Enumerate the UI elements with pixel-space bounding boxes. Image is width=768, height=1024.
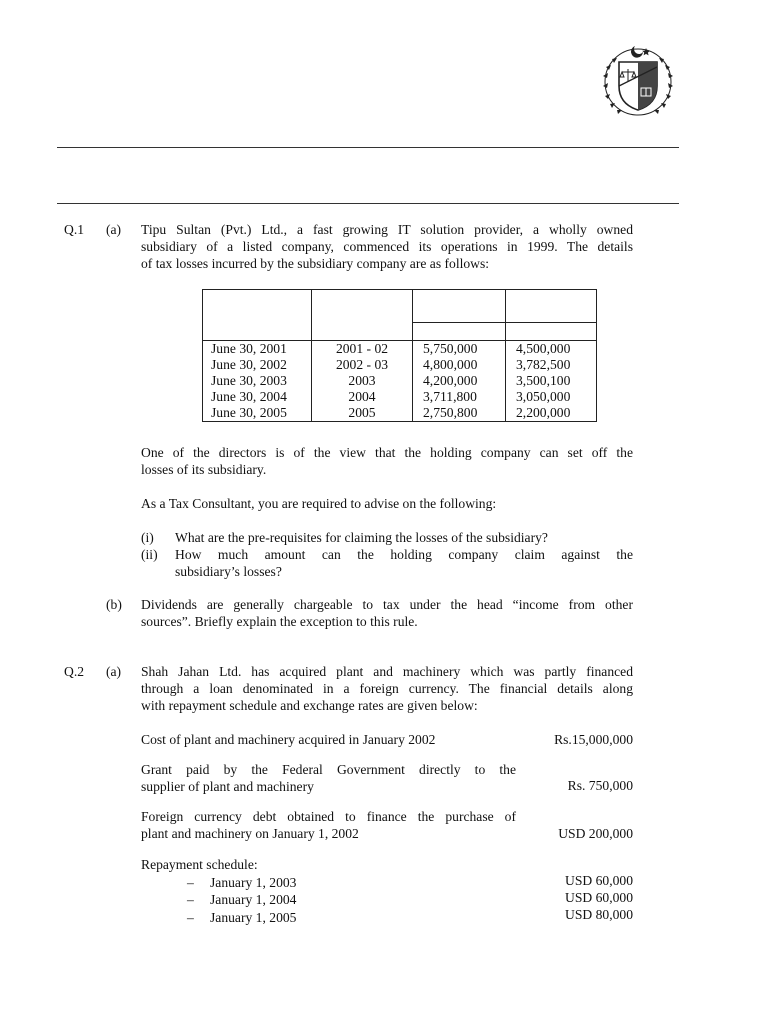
table-cell: 3,050,000 [506, 389, 597, 405]
repayment-amount: USD 80,000 [565, 907, 633, 922]
table-cell: 2003 [312, 373, 413, 389]
table-header-cell [413, 290, 506, 323]
table-header-cell [312, 290, 413, 341]
q2-debt-line: plant and machinery on January 1, 2002 [141, 826, 359, 841]
q2-repayment-heading: Repayment schedule: [141, 857, 258, 872]
table-cell: 5,750,000 [413, 341, 506, 358]
repayment-dash: – [187, 892, 194, 907]
q1-advise-line: As a Tax Consultant, you are required to advise on the following: [141, 496, 497, 511]
q2-cost-value: Rs.15,000,000 [554, 732, 633, 747]
q1-item-i-text: What are the pre-requisites for claiming the losses of the subsidiary? [175, 530, 548, 545]
repayment-date: January 1, 2004 [210, 892, 297, 907]
q2-intro-line: with repayment schedule and exchange rates are given below: [141, 698, 478, 713]
q1-directors-line: losses of its subsidiary. [141, 462, 267, 477]
header-rule-bottom [57, 203, 679, 204]
table-header-cell [506, 290, 597, 323]
q2-debt-value: USD 200,000 [558, 826, 633, 841]
header-rule-top [57, 147, 679, 148]
table-cell: 4,800,000 [413, 357, 506, 373]
table-cell: 3,500,100 [506, 373, 597, 389]
q2-part-a-label: (a) [106, 664, 122, 679]
q2-debt-line: Foreign currency debt obtained to finance the purchase of [141, 809, 516, 824]
table-cell: June 30, 2003 [203, 373, 312, 389]
q1-intro-line: subsidiary of a listed company, commenced its operations in 1999. The details [141, 239, 633, 254]
table-cell: 2005 [312, 405, 413, 422]
q2-number: Q.2 [64, 664, 85, 679]
repayment-date: January 1, 2005 [210, 910, 297, 925]
tax-losses-table [202, 289, 597, 422]
table-cell: June 30, 2004 [203, 389, 312, 405]
q1-item-ii-text: subsidiary’s losses? [175, 564, 282, 579]
q1-item-i-number: (i) [141, 530, 154, 545]
q1-part-b-label: (b) [106, 597, 122, 612]
table-cell: 2,200,000 [506, 405, 597, 422]
table-row [203, 373, 597, 389]
table-row [203, 357, 597, 373]
q1-intro-line: of tax losses incurred by the subsidiary company are as follows: [141, 256, 490, 271]
q2-grant-line: Grant paid by the Federal Government directly to the [141, 762, 516, 777]
q1-number: Q.1 [64, 222, 85, 237]
table-subheader-cell [506, 323, 597, 341]
q2-intro-line: Shah Jahan Ltd. has acquired plant and machinery which was partly financed [141, 664, 633, 679]
table-row [203, 389, 597, 405]
institute-emblem-logo [597, 42, 679, 118]
table-cell: June 30, 2005 [203, 405, 312, 422]
q1-directors-line: One of the directors is of the view that the holding company can set off the [141, 445, 633, 460]
table-cell: June 30, 2002 [203, 357, 312, 373]
repayment-amount: USD 60,000 [565, 873, 633, 888]
q1-item-ii-number: (ii) [141, 547, 158, 562]
table-cell: June 30, 2001 [203, 341, 312, 358]
table-cell: 3,711,800 [413, 389, 506, 405]
q2-grant-line: supplier of plant and machinery [141, 779, 314, 794]
q2-cost-label: Cost of plant and machinery acquired in January 2002 [141, 732, 436, 747]
q1-part-a-label: (a) [106, 222, 122, 237]
table-row [203, 405, 597, 422]
table-header-cell [203, 290, 312, 341]
table-cell: 2004 [312, 389, 413, 405]
table-subheader-cell [413, 323, 506, 341]
table-cell: 2,750,800 [413, 405, 506, 422]
q2-grant-value: Rs. 750,000 [567, 778, 633, 793]
q2-intro-line: through a loan denominated in a foreign currency. The financial details along [141, 681, 633, 696]
repayment-date: January 1, 2003 [210, 875, 297, 890]
table-row [203, 341, 597, 358]
q1-part-b-line: Dividends are generally chargeable to tax under the head “income from other [141, 597, 633, 612]
table-cell: 2002 - 03 [312, 357, 413, 373]
repayment-dash: – [187, 910, 194, 925]
table-header-row [203, 290, 597, 323]
q1-intro-line: Tipu Sultan (Pvt.) Ltd., a fast growing IT solution provider, a wholly owned [141, 222, 633, 237]
repayment-dash: – [187, 875, 194, 890]
table-cell: 3,782,500 [506, 357, 597, 373]
q1-item-ii-text: How much amount can the holding company claim against the [175, 547, 633, 562]
table-cell: 4,200,000 [413, 373, 506, 389]
table-cell: 2001 - 02 [312, 341, 413, 358]
table-cell: 4,500,000 [506, 341, 597, 358]
q1-part-b-line: sources”. Briefly explain the exception to this rule. [141, 614, 418, 629]
repayment-amount: USD 60,000 [565, 890, 633, 905]
